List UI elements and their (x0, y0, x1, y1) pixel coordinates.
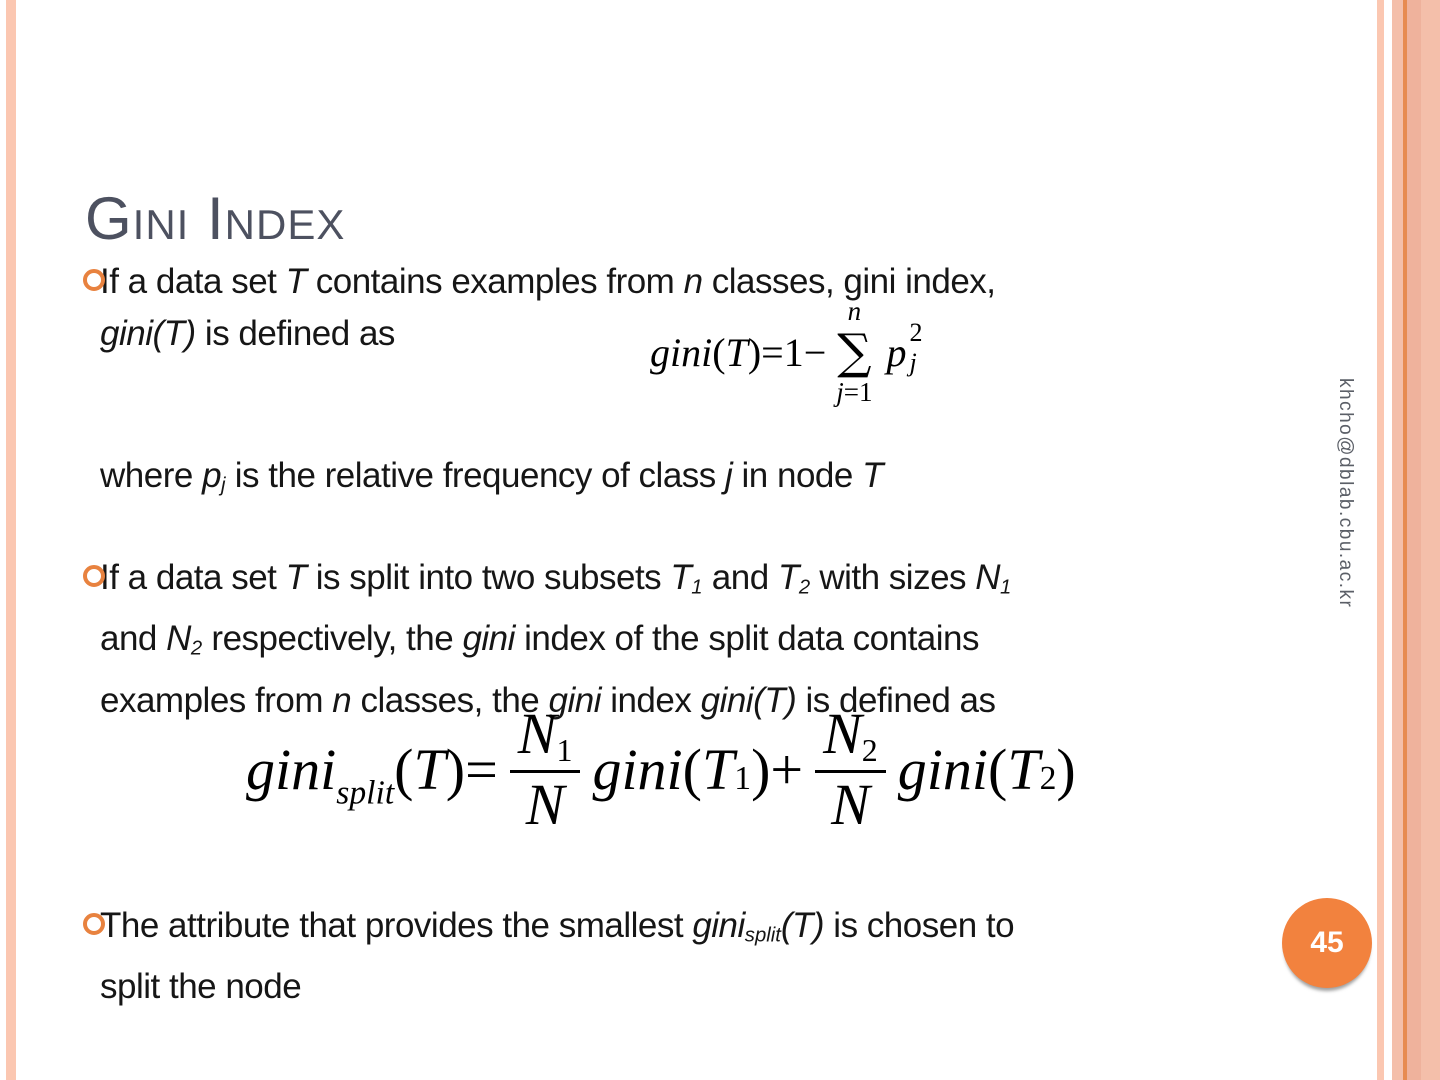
page-number: 45 (1310, 926, 1344, 959)
where-clause-text: where $p_j$ is the relative frequency of class j in node T (100, 456, 883, 497)
right-border-stripe-thin (1377, 0, 1384, 1080)
split-subscript: split (336, 773, 395, 811)
gini-label: gini (246, 736, 337, 802)
p-squared-term (886, 318, 923, 380)
gini-split-formula (246, 698, 1076, 840)
bullet-ring-icon (83, 269, 105, 291)
formula-end-term: gini ( T 2 ) (897, 736, 1076, 802)
class-index: j (909, 348, 917, 377)
fraction-numerator (815, 700, 886, 774)
fraction-n2-over-n (815, 700, 886, 838)
page-number-badge (1282, 898, 1372, 988)
right-border-accent-line (1403, 0, 1407, 1080)
formula-lhs: gini ( T )=1− (650, 329, 827, 375)
sum-upper-limit: n (847, 296, 862, 326)
n2-subscript: 2 (861, 732, 878, 768)
gini-formula (650, 293, 923, 411)
page-title: Gini Index (85, 185, 346, 253)
sup-sub-stack (910, 320, 923, 376)
bullet-text: The attribute that provides the smallest gini$_{split}$(T) is chosen to split the node (100, 906, 1015, 1007)
n1-subscript: 1 (556, 732, 573, 768)
exponent: 2 (909, 318, 923, 347)
fraction-denominator: N (525, 772, 565, 838)
n1-variable: N (517, 700, 557, 766)
email-watermark: khcho@dblab.cbu.ac.kr (1335, 378, 1356, 609)
summation (836, 298, 872, 406)
formula-args: (T)= (394, 736, 498, 802)
fraction-n1-over-n (510, 700, 581, 838)
fraction-numerator (510, 700, 581, 774)
p-variable: p (886, 329, 907, 375)
bullet-item-attribute (100, 900, 1280, 1013)
bullet-text: If a data set T is split into two subsets $T_1$ and $T_2$ with sizes $N_1$ and $N_2$ respectively, the gini index of the split data contains examples from n classes, the gini index gini(T) is defined as (100, 558, 1012, 720)
n2-variable: N (823, 700, 862, 766)
formula-lhs (246, 736, 498, 811)
bullet-ring-icon (83, 565, 105, 587)
sum-lower-limit: j=1 (836, 377, 873, 407)
sigma-icon: ∑ (837, 324, 872, 380)
formula-mid-term: gini ( T 1 )+ (592, 736, 804, 802)
right-border-band-dark (1407, 0, 1421, 1080)
fraction-denominator: N (831, 772, 870, 838)
bullet-text: If a data set T contains examples from n classes, gini index, gini(T) is defined as (100, 262, 996, 353)
bullet-ring-icon (83, 913, 105, 935)
left-border-stripe (6, 0, 16, 1080)
